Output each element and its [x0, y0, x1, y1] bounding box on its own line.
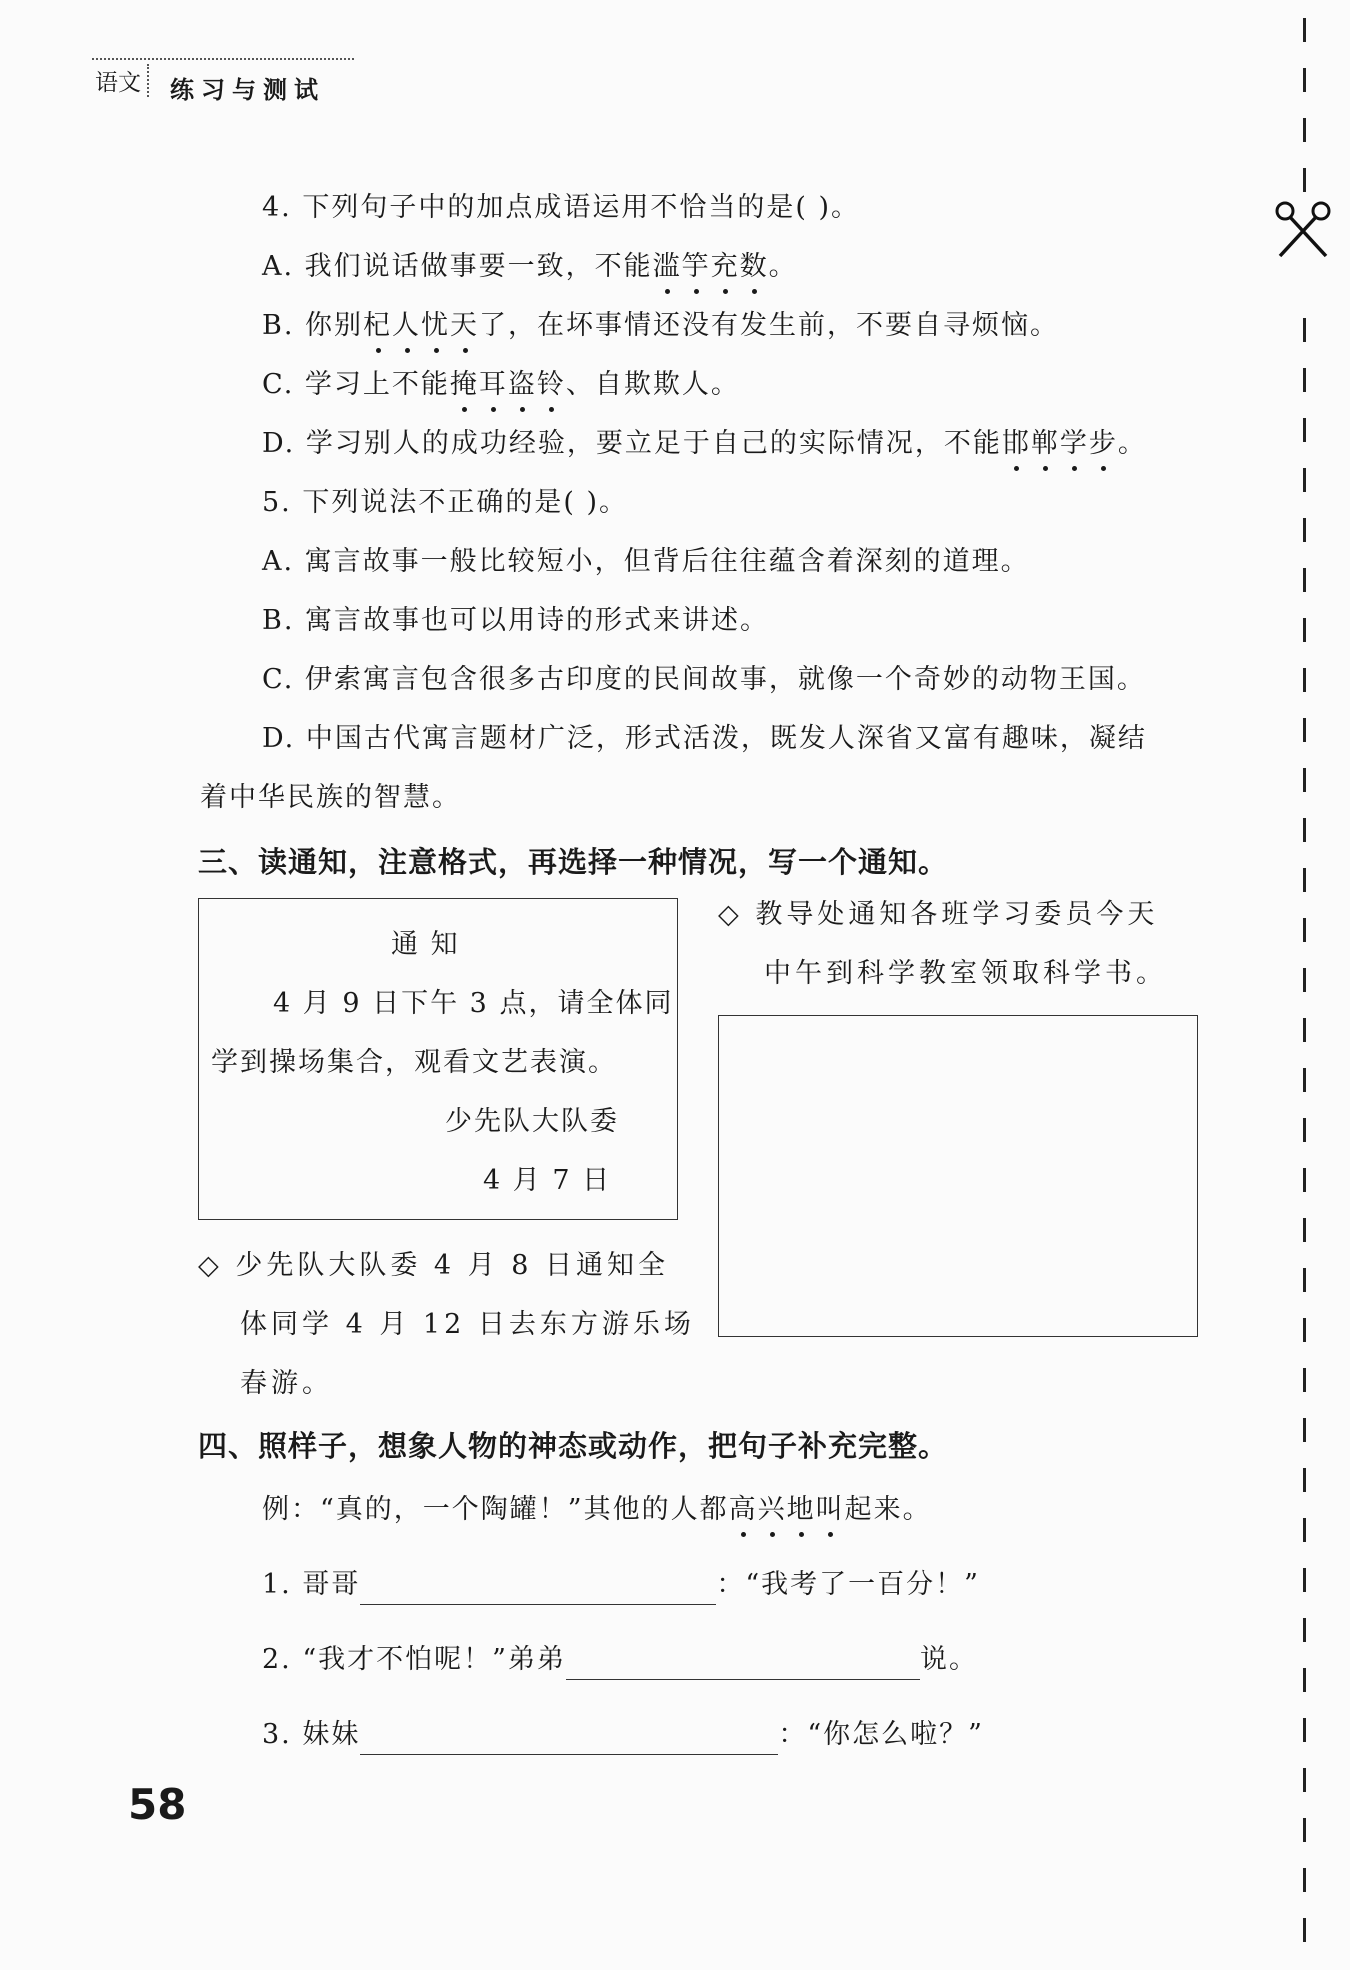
emphasis-char: 高 — [729, 1490, 758, 1530]
item1-blank[interactable] — [360, 1572, 716, 1605]
item3 — [262, 1715, 984, 1755]
q4-option-d — [262, 424, 1147, 464]
cut-dash — [1303, 468, 1306, 492]
item1-pre: 1. 哥哥 — [262, 1569, 361, 1600]
cut-dash — [1303, 1518, 1306, 1542]
notice-body-line1: 4 月 9 日下午 3 点，请全体同 — [273, 988, 674, 1019]
cut-dash — [1303, 18, 1306, 42]
item2-pre: 2. “我才不怕呢！”弟弟 — [262, 1644, 566, 1675]
q5-option-a: A. 寓言故事一般比较短小，但背后往往蕴含着深刻的道理。 — [262, 546, 1030, 577]
scissors-icon — [1272, 200, 1334, 262]
emphasis-char: 竽 — [682, 247, 711, 287]
emphasis-char: 盗 — [508, 365, 537, 405]
notice-date: 4 月 7 日 — [483, 1165, 612, 1196]
emphasis-char: 兴 — [758, 1490, 787, 1530]
q5-option-c: C. 伊索寓言包含很多古印度的民间故事，就像一个奇妙的动物王国。 — [262, 664, 1146, 695]
emphasis-char: 充 — [711, 247, 740, 287]
emphasis-char: 郸 — [1031, 424, 1060, 464]
cut-dash — [1303, 868, 1306, 892]
section3-heading: 三、读通知，注意格式，再选择一种情况，写一个通知。 — [198, 845, 949, 879]
cut-dash — [1303, 1318, 1306, 1342]
emphasis-char: 叫 — [816, 1490, 845, 1530]
cut-dash — [1303, 718, 1306, 742]
cut-dash — [1303, 1468, 1306, 1492]
cut-dash — [1303, 68, 1306, 92]
page-number: 58 — [128, 1780, 187, 1829]
cut-dash — [1303, 1818, 1306, 1842]
subject-label: 语文 — [95, 64, 149, 97]
answer-box[interactable] — [718, 1015, 1198, 1337]
item2 — [262, 1640, 978, 1680]
cut-dash — [1303, 1218, 1306, 1242]
cut-dash — [1303, 1718, 1306, 1742]
emphasis-char: 天 — [450, 306, 479, 346]
q4-a-idiom — [653, 251, 769, 282]
item1-post: ：“我考了一百分！” — [716, 1569, 980, 1600]
q4-option-a — [262, 247, 798, 287]
section4-heading: 四、照样子，想象人物的神态或动作，把句子补充完整。 — [198, 1429, 949, 1463]
cut-dash — [1303, 568, 1306, 592]
emphasis-char: 掩 — [450, 365, 479, 405]
cut-dash — [1303, 368, 1306, 392]
q4-b-pre: B. 你别 — [262, 310, 364, 341]
example-pre: 例：“真的，一个陶罐！”其他的人都 — [262, 1494, 729, 1525]
emphasis-char: 铃 — [537, 365, 566, 405]
emphasis-char: 学 — [1060, 424, 1089, 464]
cut-dash — [1303, 968, 1306, 992]
q5-option-d-line2: 着中华民族的智慧。 — [200, 782, 461, 813]
cut-dash — [1303, 1418, 1306, 1442]
sample-notice-box — [198, 898, 678, 1220]
cut-dash — [1303, 1268, 1306, 1292]
q5-option-b: B. 寓言故事也可以用诗的形式来讲述。 — [262, 605, 770, 636]
cut-dash — [1303, 1118, 1306, 1142]
q4-d-idiom — [1002, 428, 1118, 459]
notice-body-line2: 学到操场集合，观看文艺表演。 — [211, 1047, 617, 1078]
cut-dash — [1303, 318, 1306, 342]
emphasis-char: 地 — [787, 1490, 816, 1530]
q4-a-post: 。 — [768, 251, 798, 282]
option2-line2: 体同学 4 月 12 日去东方游乐场 — [240, 1309, 695, 1340]
q4-option-c — [262, 365, 740, 405]
cut-dash — [1303, 418, 1306, 442]
q4-c-idiom — [450, 369, 566, 400]
option1-line2: 中午到科学教室领取科学书。 — [764, 958, 1167, 989]
q4-c-post: 、自欺欺人。 — [565, 369, 740, 400]
q4-d-post: 。 — [1117, 428, 1147, 459]
cut-dash — [1303, 518, 1306, 542]
cut-dash — [1303, 1168, 1306, 1192]
emphasis-char: 滥 — [653, 247, 682, 287]
item3-post: ：“你怎么啦？” — [778, 1719, 984, 1750]
q4-b-post: 了，在坏事情还没有发生前，不要自寻烦恼。 — [479, 310, 1060, 341]
cut-dash — [1303, 1368, 1306, 1392]
emphasis-char: 步 — [1089, 424, 1118, 464]
item2-blank[interactable] — [566, 1647, 920, 1680]
cut-dash — [1303, 818, 1306, 842]
emphasis-char: 耳 — [479, 365, 508, 405]
cut-dash — [1303, 168, 1306, 192]
cut-dash — [1303, 1668, 1306, 1692]
cut-dash — [1303, 668, 1306, 692]
notice-signer: 少先队大队委 — [445, 1106, 619, 1137]
cut-dash — [1303, 768, 1306, 792]
q4-c-pre: C. 学习上不能 — [262, 369, 450, 400]
q5-option-d-line1: D. 中国古代寓言题材广泛，形式活泼，既发人深省又富有趣味，凝结 — [262, 723, 1147, 754]
q4-option-b — [262, 306, 1059, 346]
option1-line1: ◇ 教导处通知各班学习委员今天 — [718, 899, 1159, 930]
option2-line3: 春游。 — [240, 1368, 333, 1399]
cut-dash — [1303, 1868, 1306, 1892]
example-sentence — [262, 1490, 932, 1530]
cut-dash — [1303, 618, 1306, 642]
page-header — [92, 58, 354, 106]
cut-dash — [1303, 1018, 1306, 1042]
q4-stem: 4. 下列句子中的加点成语运用不恰当的是( )。 — [262, 192, 860, 223]
emphasis-char: 人 — [392, 306, 421, 346]
option2-line1: ◇ 少先队大队委 4 月 8 日通知全 — [198, 1250, 670, 1281]
cut-dash — [1303, 118, 1306, 142]
notice-title: 通 知 — [391, 929, 460, 960]
item1 — [262, 1565, 980, 1605]
q4-b-idiom — [363, 310, 479, 341]
cut-dash — [1303, 1918, 1306, 1942]
cut-dash — [1303, 1568, 1306, 1592]
example-post: 起来。 — [844, 1494, 932, 1525]
emphasis-char: 忧 — [421, 306, 450, 346]
q5-stem: 5. 下列说法不正确的是( )。 — [262, 487, 628, 518]
emphasis-char: 数 — [740, 247, 769, 287]
q4-a-pre: A. 我们说话做事要一致，不能 — [262, 251, 653, 282]
item3-blank[interactable] — [360, 1722, 778, 1755]
q4-d-pre: D. 学习别人的成功经验，要立足于自己的实际情况，不能 — [262, 428, 1002, 459]
cut-dash — [1303, 1768, 1306, 1792]
cut-dash — [1303, 1618, 1306, 1642]
example-dotted — [729, 1494, 845, 1525]
emphasis-char: 杞 — [363, 306, 392, 346]
item2-post: 说。 — [919, 1644, 978, 1675]
book-title: 练习与测试 — [170, 76, 325, 104]
cut-dash — [1303, 1068, 1306, 1092]
item3-pre: 3. 妹妹 — [262, 1719, 361, 1750]
emphasis-char: 邯 — [1002, 424, 1031, 464]
cut-dash — [1303, 918, 1306, 942]
